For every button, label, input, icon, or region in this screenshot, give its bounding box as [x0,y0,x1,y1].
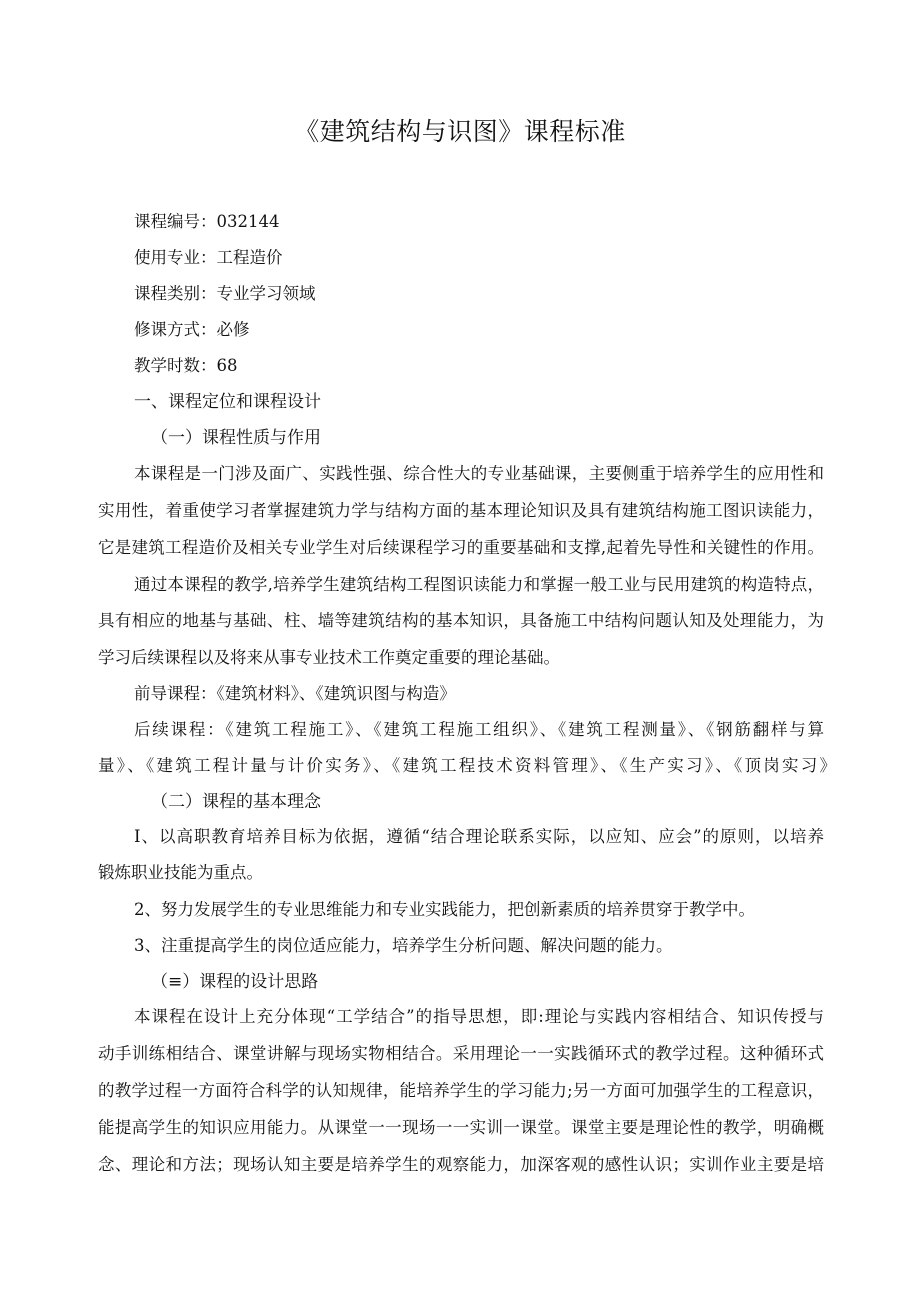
section-heading-1: 一、课程定位和课程设计 [134,392,321,412]
paragraph-line: 学习后续课程以及将来从事专业技术工作奠定重要的理论基础。 [98,648,560,667]
paragraph-line: 的教学过程一方面符合科学的认知规律，能培养学生的学习能力;另一方面可加强学生的工程意识， [98,1081,824,1100]
course-category: 课程类别：专业学习领域 [134,284,316,303]
course-code: 课程编号：032144 [134,212,280,231]
paragraph-line: 它是建筑工程造价及相关专业学生对后续课程学习的重要基础和支撑,起着先导性和关键性的作用。 [98,538,824,557]
paragraph-line: 动手训练相结合、课堂讲解与现场实物相结合。采用理论一一实践循环式的教学过程。这种循环式 [98,1044,824,1063]
prerequisite-courses: 前导课程：《建筑材料》、《建筑识图与构造》 [134,684,456,703]
subsection-heading-1: （一）课程性质与作用 [151,428,321,448]
course-major: 使用专业：工程造价 [134,248,283,267]
subsection-heading-3: （≡）课程的设计思路 [151,972,319,992]
paragraph-line: 能提高学生的知识应用能力。从课堂一一现场一一实训一课堂。课堂主要是理论性的教学，明确概 [98,1118,824,1137]
list-item-1-line: 锻炼职业技能为重点。 [98,863,263,882]
paragraph-line: 实用性，着重使学习者掌握建筑力学与结构方面的基本理论知识及具有建筑结构施工图识读能力， [98,501,824,520]
paragraph-line: 念、理论和方法；现场认知主要是培养学生的观察能力，加深客观的感性认识；实训作业主要是培 [98,1155,824,1174]
paragraph-line: 本课程是一门涉及面广、实践性强、综合性大的专业基础课，主要侧重于培养学生的应用性和 [134,464,824,483]
follow-up-courses-line: 后续课程：《建筑工程施工》、《建筑工程施工组织》、《建筑工程测量》、《钢筋翻样与算 [134,720,824,739]
list-item-2: 2、努力发展学生的专业思维能力和专业实践能力，把创新素质的培养贯穿于教学中。 [134,900,755,919]
course-hours: 教学时数：68 [134,356,238,375]
course-mode: 修课方式：必修 [134,320,250,339]
document-title: 《建筑结构与识图》课程标准 [294,117,626,146]
paragraph-line: 通过本课程的教学,培养学生建筑结构工程图识读能力和掌握一般工业与民用建筑的构造特点， [134,575,824,594]
subsection-heading-2: （二）课程的基本理念 [151,792,321,812]
follow-up-courses-line: 量》、《建筑工程计量与计价实务》、《建筑工程技术资料管理》、《生产实习》、《顶岗实习》 [98,756,836,775]
list-item-3: 3、注重提高学生的岗位适应能力，培养学生分析问题、解决问题的能力。 [134,936,673,955]
paragraph-line: 具有相应的地基与基础、柱、墙等建筑结构的基本知识，具备施工中结构问题认知及处理能力，为 [98,611,824,630]
paragraph-line: 本课程在设计上充分体现“工学结合”的指导思想，即:理论与实践内容相结合、知识传授与 [134,1007,824,1026]
list-item-1-line: I、以高职教育培养目标为依据，遵循“结合理论联系实际，以应知、应会”的原则，以培养 [134,827,824,846]
